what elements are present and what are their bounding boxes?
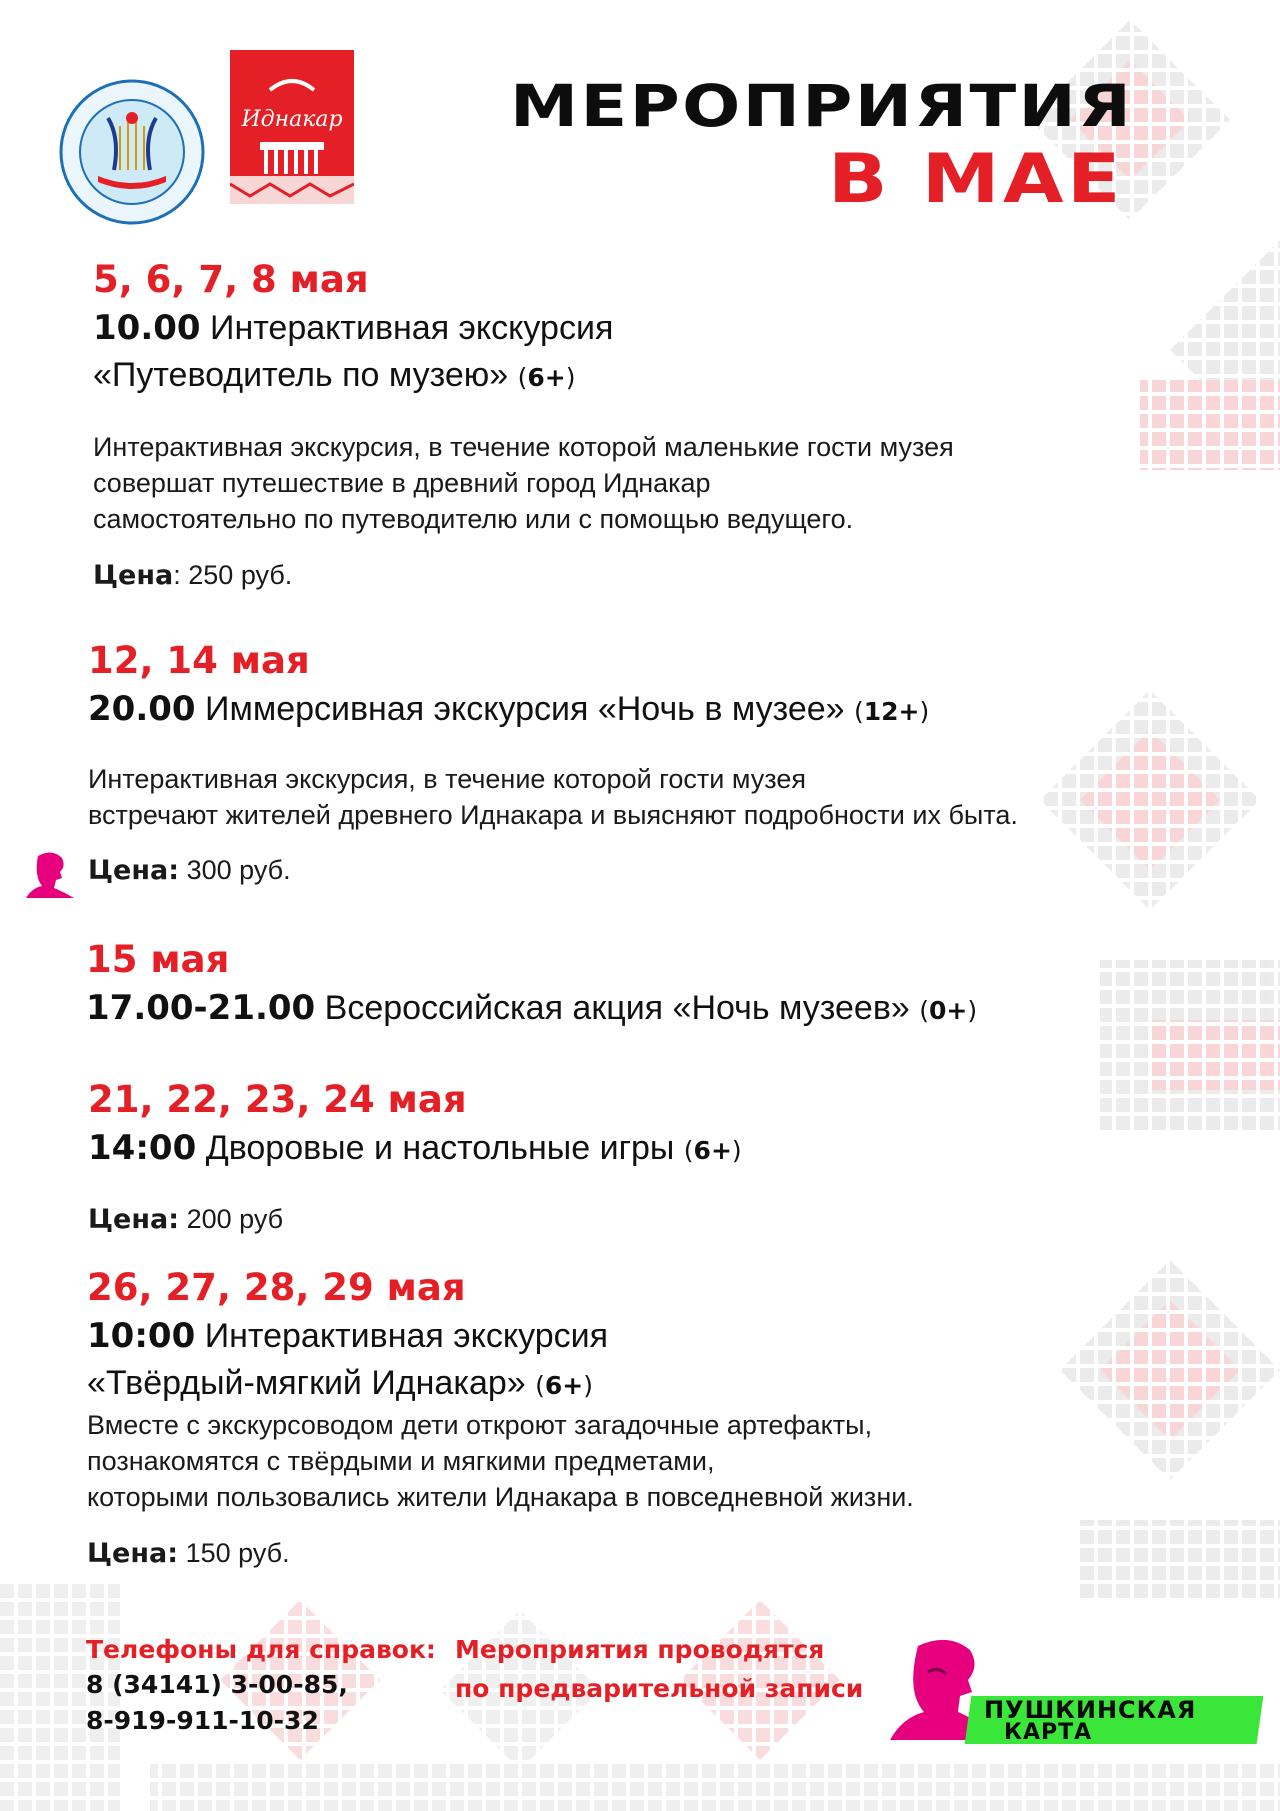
age-rating: (12+) bbox=[854, 696, 930, 726]
event-description: Интерактивная экскурсия, в течение которой маленькие гости музея совершат путешествие в древний город Иднакар самостоятельно по путеводителю или с помощью ведущего. bbox=[93, 431, 954, 535]
event-title bbox=[88, 686, 1018, 733]
age-rating: (6+) bbox=[535, 1370, 594, 1400]
notice-line: Мероприятия проводятся bbox=[455, 1635, 825, 1664]
event-price bbox=[88, 1204, 742, 1235]
phones-label: Телефоны для справок: bbox=[86, 1635, 436, 1664]
event-price: Цена: 250 руб. bbox=[93, 559, 293, 591]
event-price bbox=[88, 855, 1018, 886]
event-time: 10:00 bbox=[87, 1315, 196, 1356]
page-title-line1: МЕРОПРИЯТИЯ bbox=[510, 72, 1134, 140]
event-date: 21, 22, 23, 24 мая bbox=[88, 1078, 467, 1121]
event-title bbox=[88, 1125, 742, 1172]
ministry-culture-logo bbox=[58, 78, 206, 226]
event-title bbox=[87, 1313, 914, 1360]
event-title-text: «Путеводитель по музею» bbox=[93, 355, 509, 394]
phone-number[interactable]: 8 (34141) 3-00-85, bbox=[86, 1670, 348, 1699]
price-label: Цена: bbox=[88, 855, 180, 887]
contacts-block bbox=[86, 1632, 436, 1740]
event-time: 10.00 bbox=[93, 307, 201, 348]
event-card bbox=[88, 1080, 742, 1235]
event-description: Интерактивная экскурсия, в течение которой гости музея встречают жителей древнего Иднакара и выясняют подробности их быта. bbox=[88, 763, 1018, 831]
age-rating: (6+) bbox=[517, 362, 576, 392]
age-rating: (0+) bbox=[919, 995, 978, 1025]
museum-logo-text: Иднакар bbox=[241, 107, 343, 132]
event-title-text: Интерактивная экскурсия bbox=[204, 1316, 609, 1355]
price-value: 200 руб bbox=[186, 1203, 284, 1234]
idnakar-museum-logo bbox=[230, 50, 354, 204]
age-rating: (6+) bbox=[683, 1135, 742, 1165]
event-price bbox=[87, 1538, 914, 1569]
event-time: 20.00 bbox=[88, 688, 196, 729]
pushkin-portrait-icon bbox=[24, 848, 76, 900]
card-text-line2: КАРТА bbox=[1004, 1720, 1093, 1745]
event-date: 15 мая bbox=[86, 938, 230, 981]
event-title bbox=[93, 305, 954, 352]
event-description: Вместе с экскурсоводом дети откроют загадочные артефакты, познакомятся с твёрдыми и мягкими предметами, которыми пользовались жители Иднакара в повседневной жизни. bbox=[87, 1409, 914, 1513]
event-date: 26, 27, 28, 29 мая bbox=[87, 1266, 466, 1309]
price-value: 250 руб. bbox=[188, 559, 293, 590]
price-label: Цена bbox=[93, 559, 174, 591]
price-label: Цена: bbox=[88, 1203, 180, 1235]
card-text-line1: ПУШКИНСКАЯ bbox=[984, 1696, 1197, 1724]
event-title-line2 bbox=[87, 1360, 914, 1407]
event-card bbox=[86, 940, 977, 1032]
price-value: 150 руб. bbox=[185, 1537, 290, 1568]
event-card bbox=[93, 260, 954, 591]
event-card bbox=[87, 1268, 914, 1569]
event-title bbox=[86, 985, 977, 1032]
event-time: 17.00-21.00 bbox=[86, 987, 316, 1028]
event-date: 12, 14 мая bbox=[88, 639, 310, 682]
event-card bbox=[88, 641, 1018, 886]
event-title-line2 bbox=[93, 352, 954, 399]
event-title-text: Интерактивная экскурсия bbox=[210, 308, 614, 347]
phone-number[interactable]: 8-919-911-10-32 bbox=[86, 1706, 319, 1736]
event-date: 5, 6, 7, 8 мая bbox=[93, 258, 369, 301]
registration-notice bbox=[455, 1632, 863, 1706]
notice-line: по предварительной записи bbox=[455, 1674, 864, 1703]
event-title-text: Всероссийская акция «Ночь музеев» bbox=[324, 988, 910, 1027]
event-title-text: Дворовые и настольные игры bbox=[205, 1128, 675, 1167]
event-time: 14:00 bbox=[88, 1127, 197, 1168]
price-label: Цена: bbox=[87, 1537, 179, 1569]
page-title-line2: В МАЕ bbox=[828, 140, 1124, 219]
event-title-text: Иммерсивная экскурсия «Ночь в музее» bbox=[205, 689, 845, 728]
price-value: 300 руб. bbox=[186, 855, 291, 886]
pushkin-card-logo bbox=[888, 1636, 1263, 1748]
event-title-text: «Твёрдый-мягкий Иднакар» bbox=[87, 1363, 526, 1402]
